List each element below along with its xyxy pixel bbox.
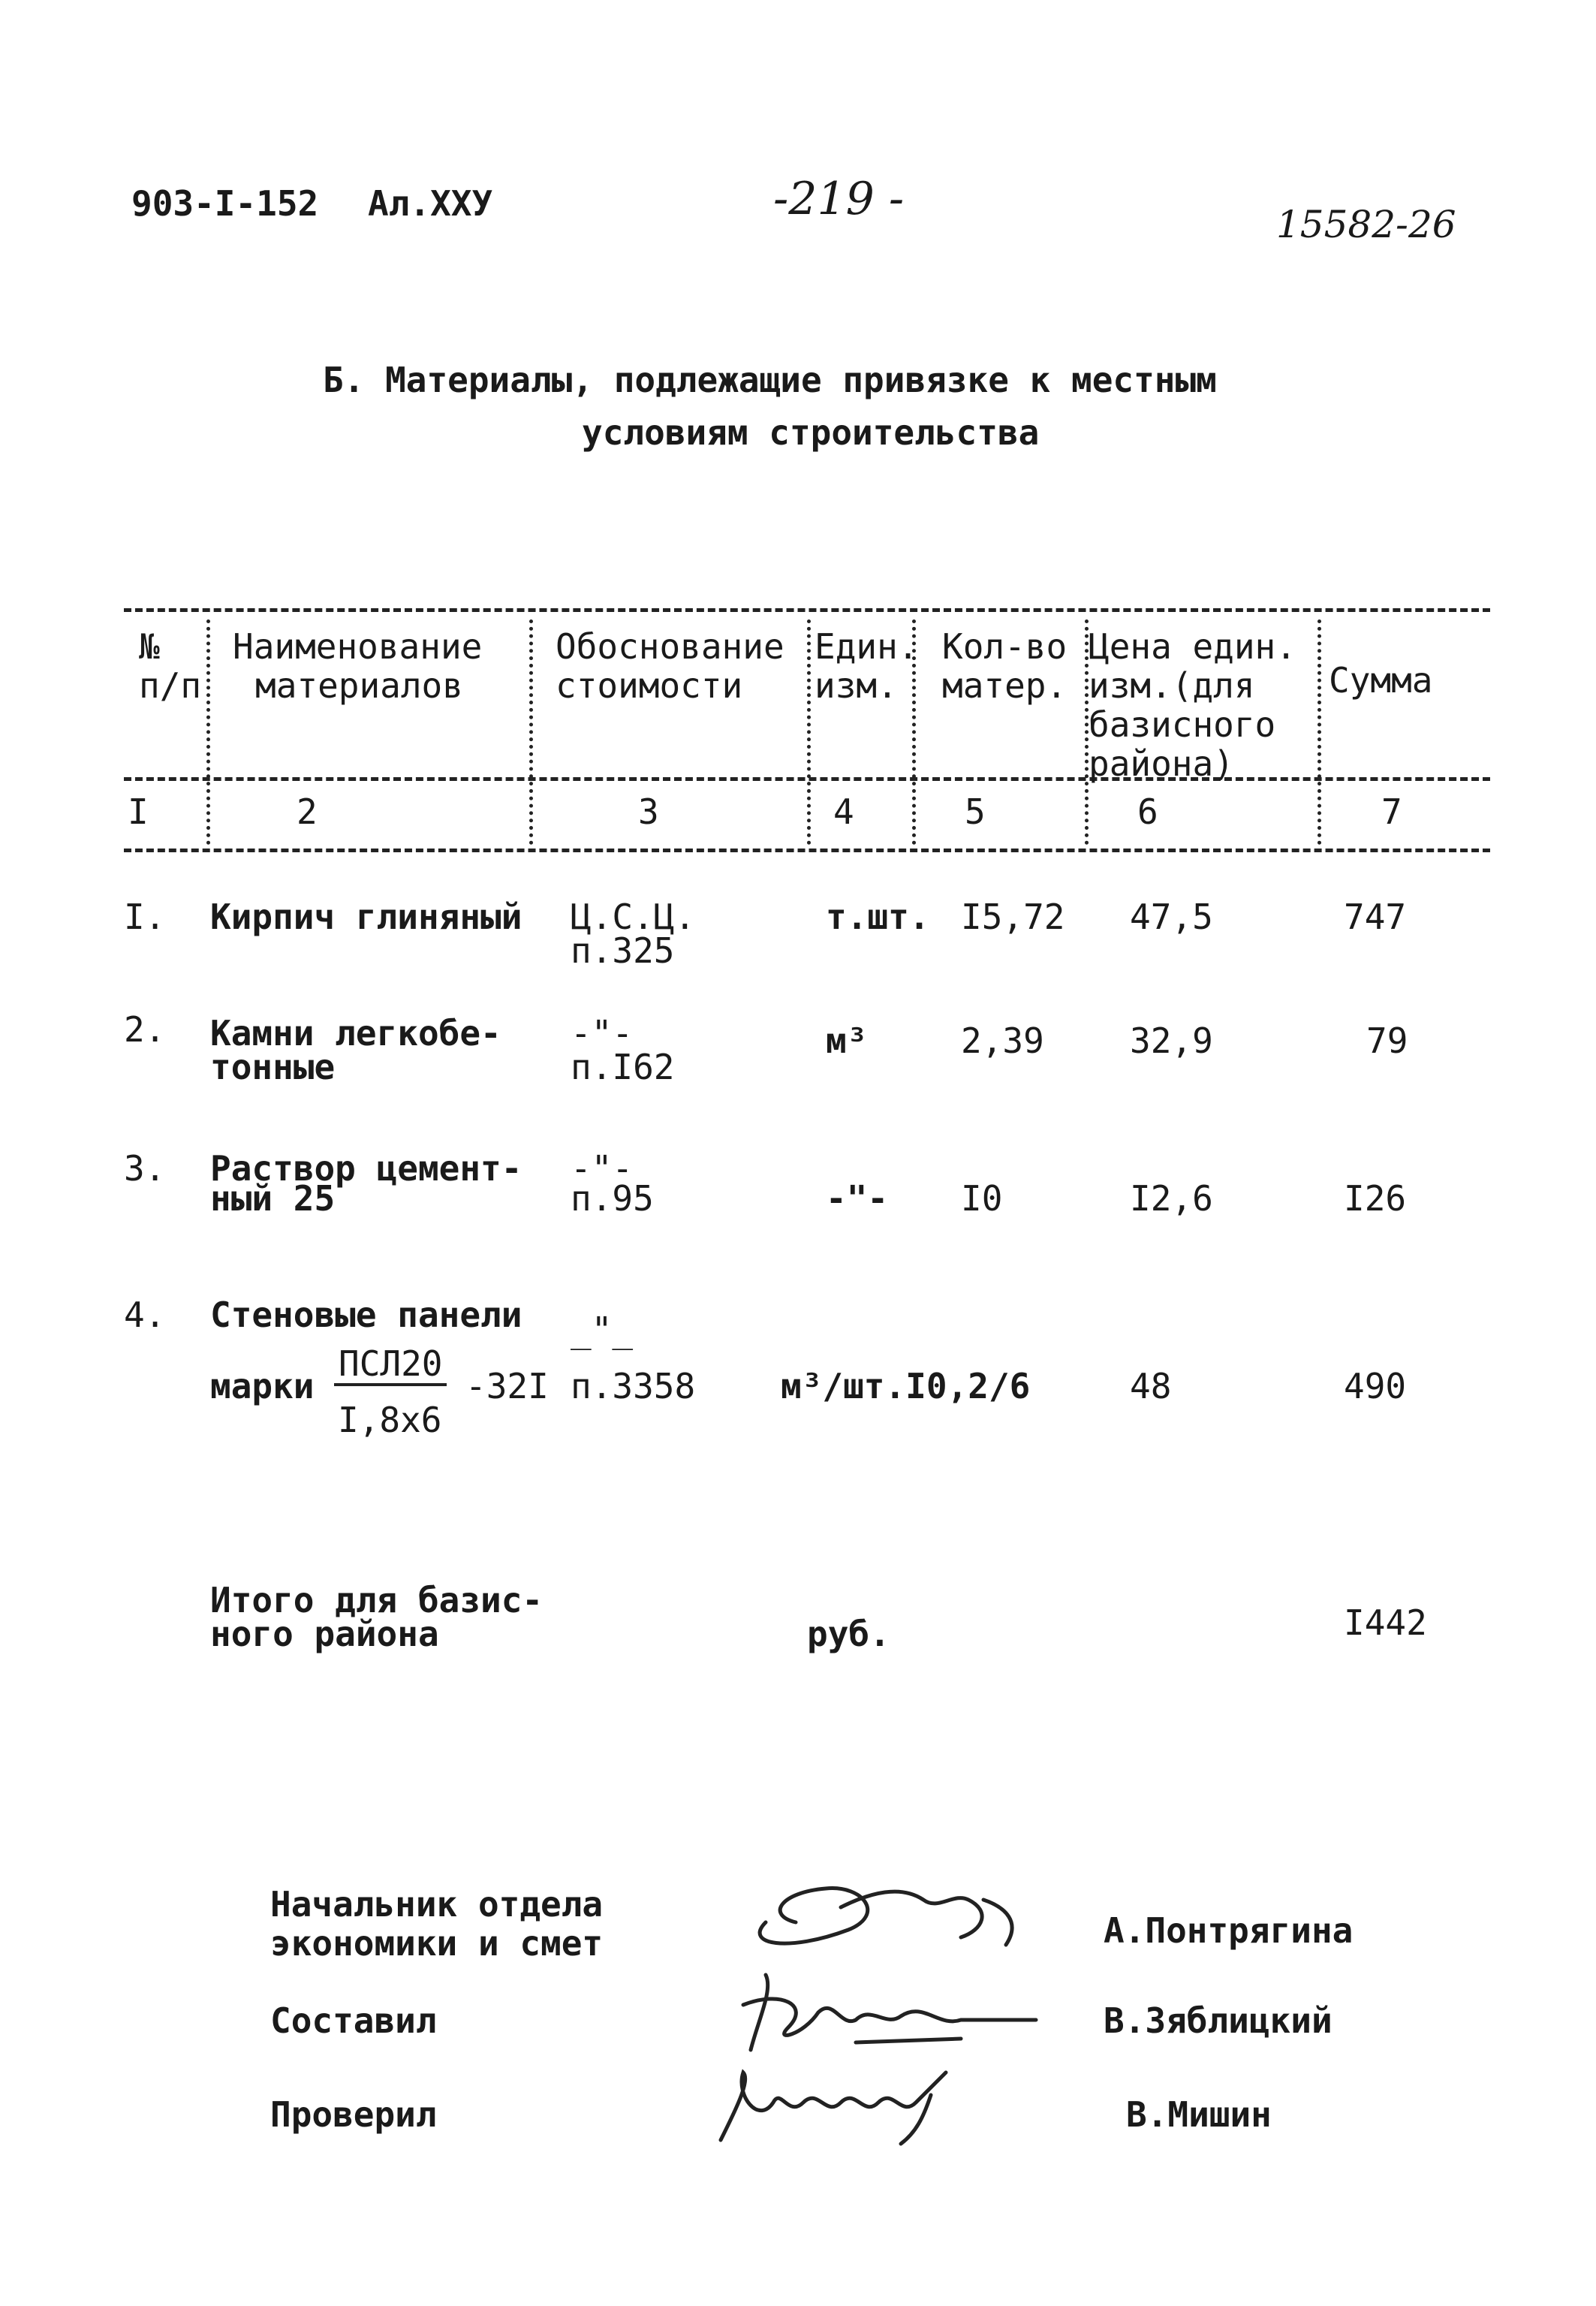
signatory-name: В.Мишин (1126, 2094, 1272, 2135)
colnum-1: I (128, 791, 149, 832)
header-basis: Обоснование стоимости (556, 626, 784, 706)
header-name: Наименование материалов (233, 626, 483, 706)
colnum-5: 5 (965, 791, 986, 832)
section-title-line1: Б. Материалы, подлежащие привязке к местным (323, 360, 1217, 400)
header-unit: Един. изм. (815, 626, 919, 706)
archive-number: 15582-26 (1276, 203, 1456, 246)
doc-code: 903-I-152 (131, 183, 319, 224)
handwritten-signature (706, 2050, 976, 2155)
signature-role: Проверил (270, 2094, 437, 2135)
fraction-numerator: ПСЛ20 (334, 1344, 447, 1386)
header-num: № п/п (139, 626, 202, 706)
signature-role: Начальник отдела экономики и смет (270, 1884, 604, 1964)
signature-role: Составил (270, 2000, 437, 2041)
table-top-rule (124, 608, 1490, 612)
page-number: -219 - (773, 173, 905, 225)
colnum-2: 2 (297, 791, 318, 832)
colnum-7: 7 (1381, 791, 1402, 832)
colnum-3: 3 (638, 791, 659, 832)
signatory-name: А.Понтрягина (1104, 1910, 1354, 1951)
handwritten-signature (721, 1960, 1043, 2065)
table-colnum-rule (124, 849, 1490, 852)
header-qty: Кол-во матер. (942, 626, 1068, 706)
colnum-4: 4 (833, 791, 854, 832)
header-price: Цена един. изм.(для базисного района) (1089, 626, 1296, 784)
col-separator (807, 619, 811, 845)
signatory-name: В.Зяблицкий (1104, 2000, 1333, 2041)
album-number: Ал.XXУ (368, 183, 493, 224)
fraction-denominator: I,8x6 (338, 1400, 442, 1440)
header-sum: Сумма (1329, 660, 1433, 701)
colnum-6: 6 (1137, 791, 1158, 832)
col-separator (206, 619, 210, 845)
handwritten-signature (736, 1855, 1051, 1960)
section-title-line2: условиям строительства (582, 412, 1040, 453)
col-separator (1317, 619, 1321, 845)
col-separator (529, 619, 533, 845)
